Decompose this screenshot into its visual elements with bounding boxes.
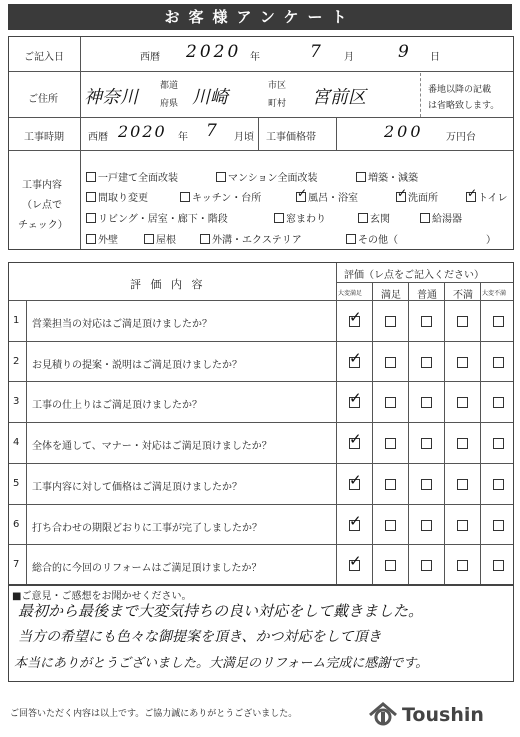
question-text: 工事内容に対して価格はご満足頂けましたか？ [32, 481, 242, 493]
work-option-label: 洗面所 [408, 193, 438, 204]
comment-line-3: 本当にありがとうございました。大満足のリフォーム完成に感謝です。 [14, 656, 429, 671]
rating-checkbox[interactable] [349, 520, 360, 531]
content-label-line3: チェック） [18, 220, 68, 231]
question-number: 7 [13, 559, 20, 571]
address-note-line1: 番地以降の記載 [428, 85, 492, 95]
work-option[interactable] [420, 210, 462, 225]
rating-checkbox[interactable] [385, 316, 396, 327]
rating-checkbox[interactable] [421, 357, 432, 368]
other-close-paren: ） [486, 235, 496, 246]
work-option[interactable] [144, 231, 176, 246]
work-option[interactable] [200, 231, 302, 246]
survey-title: お客様アンケート [8, 4, 512, 30]
rating-checkbox[interactable] [385, 357, 396, 368]
footer-text: ご回答いただく内容は以上です。ご協力誠にありがとうございました。 [10, 709, 298, 719]
question-text: 打ち合わせの期限どおりに工事が完了しましたか？ [32, 522, 262, 534]
checkbox[interactable] [356, 172, 366, 182]
question-number: 1 [13, 315, 20, 326]
work-option[interactable] [86, 210, 228, 225]
checkbox[interactable] [144, 234, 154, 244]
checkbox[interactable] [396, 192, 406, 202]
work-option-label: 屋根 [156, 235, 176, 246]
date-era: 西暦 [140, 52, 160, 63]
rating-checkbox[interactable] [421, 520, 432, 531]
question-text: 全体を通して、マナー・対応はご満足頂けましたか？ [32, 441, 272, 453]
checkbox[interactable] [358, 213, 368, 223]
period-year-value: 2020 [118, 122, 167, 141]
work-option-label: 外溝・エクステリア [212, 235, 302, 246]
price-unit: 万円台 [446, 132, 476, 143]
question-number: 5 [13, 477, 20, 489]
house-logo-icon [368, 702, 398, 728]
work-option[interactable] [216, 169, 318, 184]
checkbox[interactable] [86, 213, 96, 223]
checkbox[interactable] [86, 192, 96, 202]
work-option[interactable] [296, 189, 358, 204]
rating-checkbox[interactable] [421, 316, 432, 327]
question-number: 4 [13, 437, 20, 449]
work-option-label: その他（ [358, 235, 398, 246]
rating-checkbox[interactable] [457, 560, 468, 571]
work-option-label: キッチン・台所 [192, 193, 262, 204]
rating-checkbox[interactable] [349, 316, 360, 327]
content-label-line2: （レ点で [22, 200, 62, 211]
rating-checkbox[interactable] [493, 357, 504, 368]
rating-column-header: 大変満足 [338, 290, 363, 297]
work-option[interactable] [466, 189, 508, 204]
rating-checkbox[interactable] [385, 397, 396, 408]
comments-label: ■ご意見・ご感想をお聞かせください。 [12, 591, 192, 602]
rating-checkbox[interactable] [421, 560, 432, 571]
rating-column-header: 満足 [381, 290, 401, 301]
rating-column-header: 不満 [453, 290, 473, 301]
work-option-label: 増築・減築 [368, 173, 418, 184]
rating-checkbox[interactable] [421, 479, 432, 490]
checkbox[interactable] [346, 234, 356, 244]
date-year-unit: 年 [250, 52, 260, 63]
date-day-unit: 日 [430, 52, 440, 63]
rating-checkbox[interactable] [385, 520, 396, 531]
date-day-value: 9 [398, 42, 409, 62]
question-number: 6 [13, 518, 20, 530]
rating-checkbox[interactable] [493, 479, 504, 490]
work-option[interactable] [356, 169, 418, 184]
work-option-label: 間取り変更 [98, 193, 148, 204]
evaluation-table [8, 262, 514, 586]
checkbox[interactable] [466, 192, 476, 202]
date-label: ご記入日 [24, 52, 64, 63]
rating-checkbox[interactable] [385, 438, 396, 449]
work-option-label: トイレ [478, 193, 508, 204]
work-option-label: マンション全面改装 [228, 173, 318, 184]
rating-column-header: 大変不満 [482, 290, 507, 297]
question-number: 2 [13, 355, 20, 367]
work-option[interactable] [346, 231, 398, 246]
rating-checkbox[interactable] [349, 479, 360, 490]
city-label-top: 市区 [268, 81, 287, 91]
pref-label-top: 都道 [160, 81, 179, 91]
rating-column-header: 普通 [417, 290, 437, 301]
rating-checkbox[interactable] [493, 438, 504, 449]
rating-checkbox[interactable] [349, 560, 360, 571]
comment-line-2: 当方の希望にも色々な御提案を頂き、かつ対応をして頂き [18, 629, 382, 645]
checkbox[interactable] [296, 192, 306, 202]
comment-line-1: 最初から最後まで大変気持ちの良い対応をして戴きました。 [18, 602, 424, 620]
rating-checkbox[interactable] [421, 438, 432, 449]
rating-checkbox[interactable] [493, 397, 504, 408]
address-town: 宮前区 [312, 87, 366, 108]
rating-checkbox[interactable] [385, 560, 396, 571]
question-text: お見積りの提案・説明はご満足頂けましたか？ [32, 359, 242, 371]
pref-label-bottom: 府県 [160, 99, 179, 109]
work-option[interactable] [86, 189, 148, 204]
question-text: 総合的に今回のリフォームはご満足頂けましたか？ [32, 563, 262, 575]
work-option-label: 給湯器 [432, 214, 462, 225]
address-note-line2: は省略致します。 [428, 101, 500, 111]
rating-checkbox[interactable] [457, 397, 468, 408]
period-era: 西暦 [88, 132, 108, 143]
checkbox[interactable] [420, 213, 430, 223]
work-option[interactable] [358, 210, 390, 225]
address-city: 川崎 [192, 87, 228, 108]
checkbox[interactable] [86, 234, 96, 244]
period-year-unit: 年 [178, 132, 188, 143]
question-number: 3 [13, 396, 20, 408]
price-label: 工事価格帯 [266, 132, 316, 143]
work-option[interactable] [180, 189, 261, 204]
checkbox[interactable] [216, 172, 226, 182]
period-month-unit: 月頃 [234, 132, 254, 143]
rating-checkbox[interactable] [349, 438, 360, 449]
date-month-unit: 月 [344, 52, 354, 63]
evaluation-rating-header: 評価（レ点をご記入ください） [344, 270, 484, 281]
question-text: 工事の仕上りはご満足頂けましたか？ [32, 400, 202, 412]
date-month-value: 7 [310, 42, 321, 62]
rating-checkbox[interactable] [457, 316, 468, 327]
rating-checkbox[interactable] [421, 397, 432, 408]
work-option-label: 窓まわり [286, 214, 326, 225]
work-option[interactable] [274, 210, 326, 225]
rating-checkbox[interactable] [493, 520, 504, 531]
rating-checkbox[interactable] [457, 438, 468, 449]
period-month-value: 7 [206, 121, 217, 141]
evaluation-content-header: 評 価 内 容 [130, 278, 206, 291]
work-option-label: リビング・居室・廊下・階段 [98, 214, 228, 225]
rating-checkbox[interactable] [493, 316, 504, 327]
brand-logo [368, 702, 484, 728]
price-value: 200 [384, 122, 424, 141]
period-label: 工事時期 [24, 132, 64, 143]
checkbox[interactable] [180, 192, 190, 202]
brand-name: Toushin [402, 704, 484, 726]
city-label-bottom: 町村 [268, 99, 287, 109]
checkbox[interactable] [86, 172, 96, 182]
work-option[interactable] [86, 231, 118, 246]
work-option-label: 外壁 [98, 235, 118, 246]
work-option-label: 一戸建て全面改装 [98, 173, 178, 184]
address-prefecture: 神奈川 [84, 87, 138, 108]
question-text: 営業担当の対応はご満足頂けましたか？ [32, 319, 212, 330]
work-option-label: 玄関 [370, 214, 390, 225]
rating-checkbox[interactable] [385, 479, 396, 490]
checkbox[interactable] [274, 213, 284, 223]
content-label-line1: 工事内容 [22, 180, 62, 191]
rating-checkbox[interactable] [457, 357, 468, 368]
rating-checkbox[interactable] [493, 560, 504, 571]
rating-checkbox[interactable] [349, 357, 360, 368]
rating-checkbox[interactable] [349, 397, 360, 408]
work-option[interactable] [396, 189, 438, 204]
rating-checkbox[interactable] [457, 479, 468, 490]
date-year-value: 2020 [186, 42, 242, 62]
address-label: ご住所 [28, 94, 58, 105]
work-option[interactable] [86, 169, 178, 184]
rating-checkbox[interactable] [457, 520, 468, 531]
work-option-label: 風呂・浴室 [308, 193, 358, 204]
checkbox[interactable] [200, 234, 210, 244]
